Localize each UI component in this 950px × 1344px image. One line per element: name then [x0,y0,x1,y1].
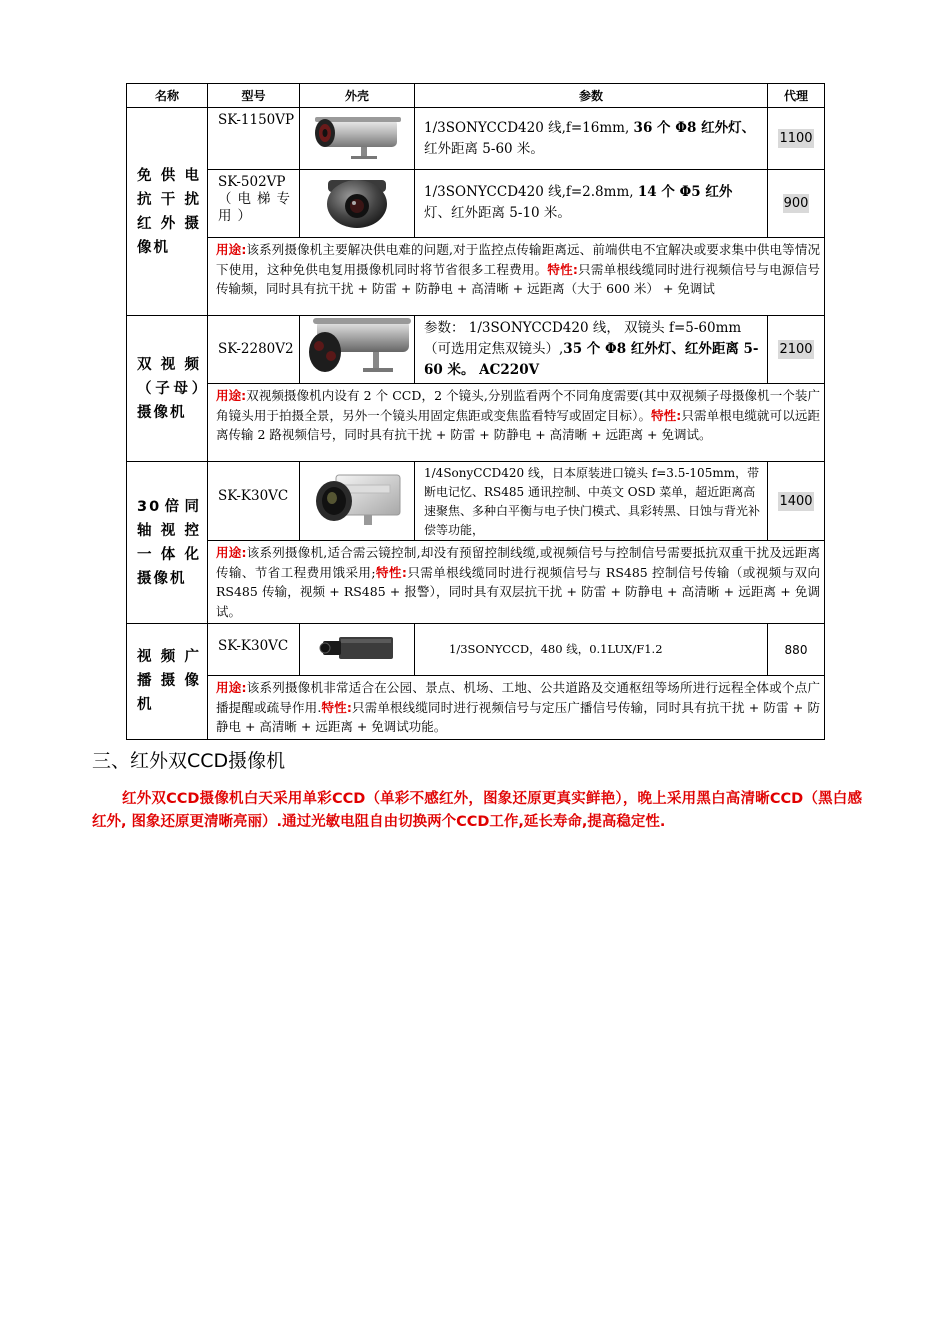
dual-lens-ir-camera-image [303,316,411,380]
price-cell [768,170,825,238]
model-number: SK-502VP [218,174,286,190]
price-cell [768,462,825,541]
model-note: （电梯专用） [218,191,296,224]
feature-text: 只需单根电缆就可以远距离传输 2 路视频信号，同时具有抗干扰 + 防雷 + 防静电 + 高清晰 + 远距离 + 免调试。 [216,407,820,442]
section-paragraph: 红外双CCD摄像机白天采用单彩CCD（单彩不感红外，图象还原更真实鲜艳），晚上采用黑白高清晰CCD（黑白感红外, 图象还原更清晰亮丽）.通过光敏电阻自由切换两个CCD工作,延长寿命,提高稳定性. [92,791,862,830]
price-value: 900 [783,196,809,211]
params-cell [415,170,768,238]
group-name: 免供电抗干扰红外摄像机 [127,108,208,316]
price-value: 1100 [779,131,813,146]
price-cell [768,316,825,384]
price-cell [768,108,825,170]
model-cell [208,624,300,676]
header-price: 代理 [768,84,825,108]
model-cell [208,170,300,238]
usage-text: 该系列摄像机非常适合在公园、景点、机场、工地、公共道路及交通枢纽等场所进行远程全体或个点广播提醒或疏导作用. [216,680,820,715]
feature-text: 只需单根线缆同时进行视频信号与定压广播信号传输，同时具有抗干扰 + 防雷 + 防静电 + 高清晰 + 远距离 + 免调试功能。 [216,699,820,734]
feature-text: 只需单根线缆同时进行视频信号与电源信号传输频，同时具有抗干扰 + 防雷 + 防静电 + 高清晰 + 远距离（大于 600 米） + 免调试 [216,261,820,296]
usage-label: 用途: [216,680,247,695]
params-cell [415,462,768,541]
section-title: 三、红外双CCD摄像机 [92,750,286,772]
model-number: SK-K30VC [218,638,289,654]
feature-label: 特性: [651,407,682,423]
params-text: 1/3SONYCCD420 线,f=2.8mm, [424,184,638,200]
product-image [300,170,415,238]
params-highlight: 14 个 Φ5 红外 [637,184,733,200]
price-cell [768,624,825,676]
params-text: 1/4SonyCCD420 线，日本原装进口镜头 f=3.5-105mm，带断电记忆、RS485 通讯控制、中英文 OSD 菜单，超近距离高速聚焦、多种白平衡与电子快门模式、具彩转黑、日蚀与背光补偿等功能， [424,466,761,537]
price-value: 2100 [779,342,813,357]
box-camera-image [317,633,397,663]
params-text: 1/3SONYCCD420 线,f=16mm, [424,120,634,136]
header-params: 参数 [415,84,768,108]
params-cell [415,624,768,676]
model-number: SK-K30VC [218,488,289,504]
model-cell [208,316,300,384]
table-row [127,462,825,541]
group-name: 30倍同轴视控一体化摄像机 [127,462,208,624]
feature-text: 只需单根线缆同时进行视频信号与 RS485 控制信号传输（或视频与双向 RS485 传输，视频 + RS485 + 报警），同时具有双层抗干扰 + 防雷 + 防静电 + 高清晰 + 远距离 + 免调试。 [216,564,820,619]
usage-text: 该系列摄像机,适合需云镜控制,却没有预留控制线缆,或视频信号与控制信号需要抵抗双重干扰及远距离传输、节省工程费用饿采用; [216,545,820,580]
usage-text: 双视频摄像机内设有 2 个 CCD，2 个镜头,分别监看两个不同角度需要(其中双视频子母摄像机一个装广角镜头用于拍摄全景，另外一个镜头用固定焦距或变焦监看特写或固定目标）。 [216,388,820,423]
model-cell: SK-1150VP [208,108,300,170]
header-shell: 外壳 [300,84,415,108]
params-text: 灯、红外距离 5-10 米。 [424,205,571,221]
model-number: SK-2280V2 [218,341,294,357]
usage-label: 用途: [216,242,247,257]
header-name: 名称 [127,84,208,108]
product-image [300,462,415,541]
params-highlight: 36 个 Φ8 红外灯、 [633,120,756,136]
product-image [300,108,415,170]
dome-camera-image [322,174,392,230]
group-name: 视频广播摄像机 [127,624,208,740]
description-cell [208,676,825,740]
model-cell [208,462,300,541]
params-text: 参数： 1/3SONYCCD420 线， 双镜头 f=5-60mm（可选用定焦双镜头）, [424,320,742,357]
description-cell [208,384,825,462]
feature-label: 特性: [375,564,407,580]
feature-label: 特性: [321,699,352,715]
price-value: 1400 [779,493,813,509]
table-row [127,541,825,624]
product-image [300,316,415,384]
product-image [300,624,415,676]
params-text: 红外距离 5-60 米。 [424,141,544,157]
usage-text: 该系列摄像机主要解决供电难的问题,对于监控点传输距离远、前端供电不宜解决或要求集中供电等情况下使用，这种免供电复用摄像机同时将节省很多工程费用。 [216,242,820,277]
table-row [127,624,825,676]
table-row [127,170,825,238]
usage-label: 用途: [216,388,247,403]
description-cell [208,238,825,316]
usage-label: 用途: [216,545,247,560]
params-text: 1/3SONYCCD，480 线，0.1LUX/F1.2 [449,642,663,656]
table-row [127,384,825,462]
table-header-row [127,84,825,108]
product-table [126,83,825,740]
zoom-box-camera-image [310,467,404,533]
description-cell [208,541,825,624]
table-row [127,316,825,384]
group-name: 双视频（子母）摄像机 [127,316,208,462]
bullet-ir-camera-image [311,113,403,161]
table-row [127,238,825,316]
table-row [127,108,825,170]
params-cell [415,108,768,170]
header-model: 型号 [208,84,300,108]
params-highlight: 35 个 Φ8 红外灯、红外距离 5-60 米。 AC220V [424,341,759,378]
params-cell [415,316,768,384]
table-row [127,676,825,740]
feature-label: 特性: [547,261,578,277]
price-value: 880 [784,642,808,657]
